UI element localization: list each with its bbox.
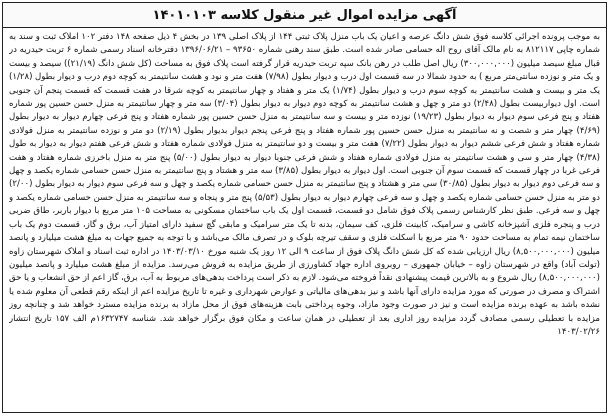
notice-body-text: به موجب پرونده اجرائی کلاسه فوق شش دانگ عرصه و اعیان یک باب منزل پلاک ثبتی ۱۴۴ از پلاک اصلی ۱۳۹ در بخش ۴ ذیل صفحه ۱۴۸ دفتر ۱۰۲ املاک ثبت و سند به شماره چاپی ۸۱۲۱۱۷ به نام مالک آقای روح اله حسامی صادر شده است. طبق سند رهنی شماره ۹۳۶۵۰ – ۱۳۹۶/۰۶/۲۱ دفترخانه اسناد رسمی شماره ۶ تربت حیدریه در قبال مبلغ سیصد میلیون (۳۰۰,۰۰۰,۰۰۰) ریال اصل طلب در رهن بانک سپه تربت حیدریه قرار گرفته است پلاک فوق به مساحت (کل شش دانگ (۲۱/۱۹)) سیصد و بیست و یک متر و نوزده سانتی‌متر مربع ) به حدود شمالا در سه قسمت اول درب و دیوار بطول (۷/۹۸) هفت متر و نود و هشت سانتیمتر به کوچه دوم درب و دیوار بطول (۱/۲۸) یک متر و بیست و هشت سانتیمتر به کوچه سوم درب و دیوار بطول (۱/۷۴) یک متر و هفتاد و چهار سانتیمتر به کوچه شرقا در هفت قسمت که قسمت پنجم آن جنوبی است. اول دیواربیست بطول (۲/۴۸) دو متر و چهل و هشت سانتیمتر به کوچه دوم دیوار به دیوار بطول (۳/۰۴) سه متر و چهار سانتیمتر به منزل حسن حسین پور شماره هفتاد و پنج فرعی سوم دیوار به دیوار بطول (۱۹/۲۳) نوزده متر و بیست و سه سانتیمتر به منزل حسن حسین پور شماره هفتاد و پنج فرعی چهارم دیوار به دیوار بطول (۴/۶۹) چهار متر و شصت و نه سانتیمتر به منزل حسن حسین پور شماره هفتاد و پنج فرعی پنجم دیوار بدیوار بطول (۲/۱۹) دو متر و نوزده سانتیمتر به منزل فولادی شماره هفتاد و شش فرعی ششم دیوار به دیوار بطول (۷/۲۲) هفت متر و بیست و دو سانتیمتر به منزل فولادی شماره هفتاد و شش فرعی هفتم دیوار به دیوار به طول (۴/۳۸) چهار متر و سی و هشت سانتیمتر به منزل فولادی شماره هفتاد و شش فرعی جنوبا دیوار به دیوار بطول (۵/۰۰) پنج متر به منزل باخرزی شماره هفتاد و هفت فرعی غربا در چهار قسمت که قسمت سوم آن جنوبی است. اول دیوار به دیوار بطول (۳/۸۵) سه متر و هشتاد و پنج سانتیمتر به منزل حسن حسامی شماره یکصد و چهل و سه فرعی دوم دیوار به دیوار بطول (۳۰/۸۵) سی متر و هشتاد و پنج سانتیمتر به منزل حسن حسامی شماره یکصد و چهل و سه فرعی سوم دیوار به دیوار بطول (۲/۰۰) دو متر به منزل حسن حسامی شماره یکصد و چهل و سه فرعی چهارم دیوار به دیوار بطول (۵/۵۳) پنج متر و پنجاه و سه سانتیمتر به منزل حسن حسامی شماره یکصد و چهل و سه فرعی. طبق نظر کارشناس رسمی پلاک فوق شامل دو قسمت، قسمت اول یک باب ساختمان مسکونی به مساحت ۱۰۵ متر مربع با دیوار باربر، طاق ضربی درب و پنجره فلزی آشپزخانه کاشی و سرامیک، کابینت فلزی، کف سیمان، بدنه تا یک متر سرامیک و مابقی گچ سفید دارای امتیاز آب، برق و گاز، قسمت دوم یک باب ساختمان نیمه تمام به مساحت حدود ۹۰ متر مربع با اسکلت فلزی و سقف تیرچه بلوک و در تصرف مالک می‌باشد و با توجه به جمیع جهات به مبلغ هشت میلیارد و پانصد میلیون (۸,۵۰۰,۰۰۰,۰۰۰) ریال ارزیابی شده که کل شش دانگ پلاک فوق از ساعت ۹ الی ۱۲ روز یک شنبه مورخ ۱۴۰۳/۰۳/۱۰ در اداره ثبت اسناد و املاک شهرستان زاوه (تولت آباد) واقع در شهرستان زاوه – خیابان جمهوری – روبروی اداره جهاد کشاورزی از طریق مزایده به فروش می‌رسد. مزایده از مبلغ هشت میلیارد و پانصد میلیون (۸,۵۰۰,۰۰۰,۰۰۰) ریال شروع و به بالاترین قیمت پیشنهادی نقداً فروخته می‌شود. لازم به ذکر است پرداخت بدهی‌های مربوط به آب، برق، گاز اعم از حق انشعاب و یا حق اشتراک و مصرف در صورتی که مورد مزایده دارای آنها باشد و نیز بدهی‌های مالیاتی و عوارض شهرداری و غیره تا تاریخ مزایده اعم از اینکه رقم قطعی آن معلوم شده یا نشده باشد به عهده برنده مزایده است و نیز در صورت وجود مازاد، وجوه پرداختی بابت هزینه‌های فوق از محل مازاد به برنده مزایده مسترد خواهد شد و چنانچه روز مزایده با تعطیلی رسمی مصادف گردد مزایده روز اداری بعد از تعطیلی در همان ساعت و مکان فوق برگزار خواهد شد. شناسه ۱۶۳۲۷۴۷م الف ۱۵۷ تاریخ انتشار ۱۴۰۳/۰۲/۲۶ (9, 32, 600, 337)
notice-body (9, 31, 600, 408)
notice-title: آگهی مزایده اموال غیر منقول کلاسه ۱۴۰۱۰۱۰۳ (152, 7, 457, 23)
auction-notice (2, 2, 607, 413)
notice-header (3, 3, 606, 28)
